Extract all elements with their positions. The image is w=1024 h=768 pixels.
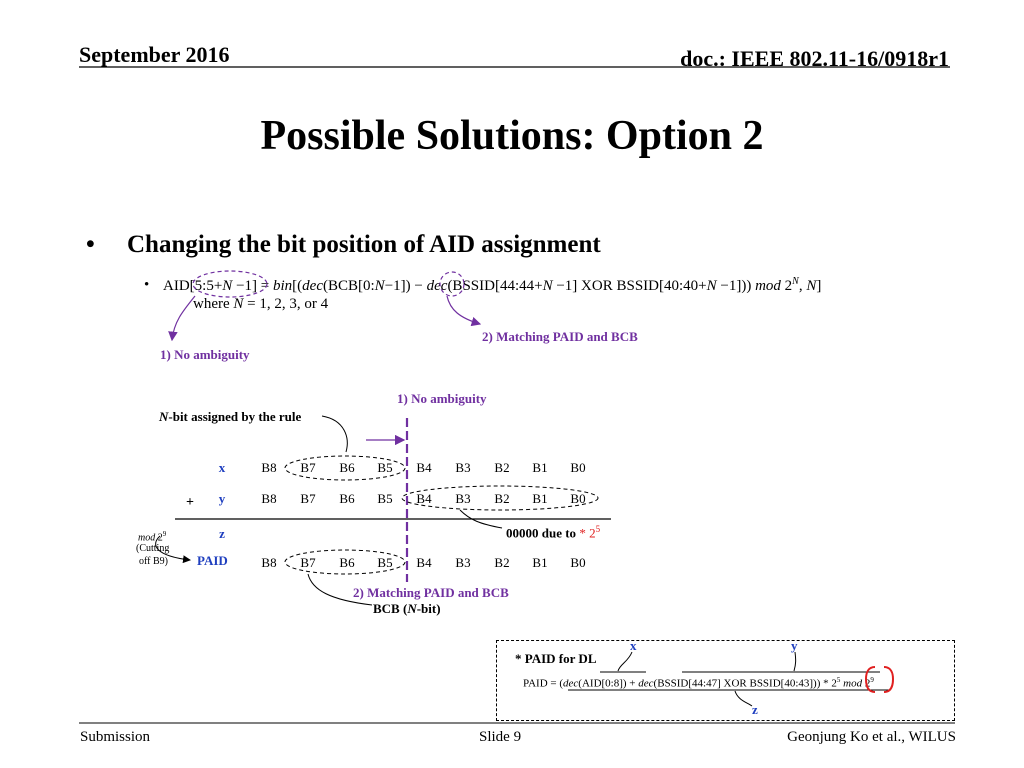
paid-for-dl-label: * PAID for DL xyxy=(515,651,597,666)
bit-cell-b7: B7 xyxy=(300,460,316,475)
bit-cell-b3: B3 xyxy=(455,555,471,570)
sub-bullet-dot: • xyxy=(144,277,150,293)
row-label-paid: PAID xyxy=(197,553,228,568)
matching-paid-bcb-label: 2) Matching PAID and BCB xyxy=(482,329,638,344)
bit-cell-b5: B5 xyxy=(377,460,393,475)
paid-box-x-label: x xyxy=(630,638,637,653)
paid-box-z-label: z xyxy=(752,702,758,717)
zeros-callout xyxy=(460,510,502,528)
bit-cell-b4: B4 xyxy=(416,555,432,570)
bit-cell-b2: B2 xyxy=(494,491,510,506)
row-label-z: z xyxy=(219,526,225,541)
mod-note: mod $2^9$ xyxy=(138,530,167,544)
bit-cell-b1: B1 xyxy=(532,491,548,506)
bit-cell-b8: B8 xyxy=(261,460,277,475)
bit-cell-b3: B3 xyxy=(455,491,471,506)
nbit-callout xyxy=(322,416,347,452)
bit-cell-b8: B8 xyxy=(261,555,277,570)
off-b9-note: off B9) xyxy=(139,556,168,567)
arrow-matching xyxy=(447,296,480,324)
zeros-note: 00000 due to * $2^5$ xyxy=(506,524,601,541)
no-ambiguity-divider-label: 1) No ambiguity xyxy=(397,391,487,406)
bit-cell-b6: B6 xyxy=(339,460,355,475)
paid-formula: PAID = (dec(AID[0:8]) + dec(BSSID[44:47] XOR BSSID[40:43])) * $2^5$ mod $2^9$ xyxy=(523,676,874,690)
bullet-dot: • xyxy=(86,231,95,258)
footer-submission: Submission xyxy=(80,729,151,745)
no-ambiguity-label: 1) No ambiguity xyxy=(160,347,250,362)
bit-cell-b4: B4 xyxy=(416,460,432,475)
bit-cell-b3: B3 xyxy=(455,460,471,475)
arrow-no-ambiguity xyxy=(172,296,195,340)
bit-cell-b2: B2 xyxy=(494,555,510,570)
footer-authors: Geonjung Ko et al., WILUS xyxy=(787,729,956,745)
formula-where: where N = 1, 2, 3, or 4 xyxy=(193,296,329,312)
footer-slide-number: Slide 9 xyxy=(479,729,522,745)
bit-cell-b5: B5 xyxy=(377,555,393,570)
row-label-x: x xyxy=(218,460,226,475)
bullet-text: Changing the bit position of AID assignment xyxy=(127,231,601,258)
bit-cell-b8: B8 xyxy=(261,491,277,506)
paid-box-y-label: y xyxy=(791,638,798,653)
bit-cell-b7: B7 xyxy=(300,491,316,506)
bit-cell-b2: B2 xyxy=(494,460,510,475)
header-doc-id: doc.: IEEE 802.11-16/0918r1 xyxy=(680,46,949,71)
bcb-nbit-label: BCB (N-bit) xyxy=(373,601,441,616)
header-date: September 2016 xyxy=(79,42,230,67)
aid-formula: AID[5:5+N −1] = bin[(dec(BCB[0:N−1]) − dec(BSSID[44:44+N −1] XOR BSSID[40:40+N −1])) mod $2^N$, N] xyxy=(163,276,822,294)
bit-cell-b1: B1 xyxy=(532,555,548,570)
slide-title: Possible Solutions: Option 2 xyxy=(260,113,764,159)
bit-cell-b0: B0 xyxy=(570,491,586,506)
matching-paid-bcb-label-2: 2) Matching PAID and BCB xyxy=(353,585,509,600)
bit-cell-b0: B0 xyxy=(570,555,586,570)
bit-cell-b6: B6 xyxy=(339,555,355,570)
bit-cell-b0: B0 xyxy=(570,460,586,475)
bit-cell-b1: B1 xyxy=(532,460,548,475)
cutting-note: (Cutting xyxy=(136,543,170,554)
bit-cell-b7: B7 xyxy=(300,555,316,570)
bit-cell-b6: B6 xyxy=(339,491,355,506)
row-label-y: y xyxy=(218,491,226,506)
plus-sign: + xyxy=(186,495,194,510)
bit-cell-b5: B5 xyxy=(377,491,393,506)
bit-cell-b4: B4 xyxy=(416,491,432,506)
nbit-assigned-label: N-bit assigned by the rule xyxy=(159,409,302,424)
